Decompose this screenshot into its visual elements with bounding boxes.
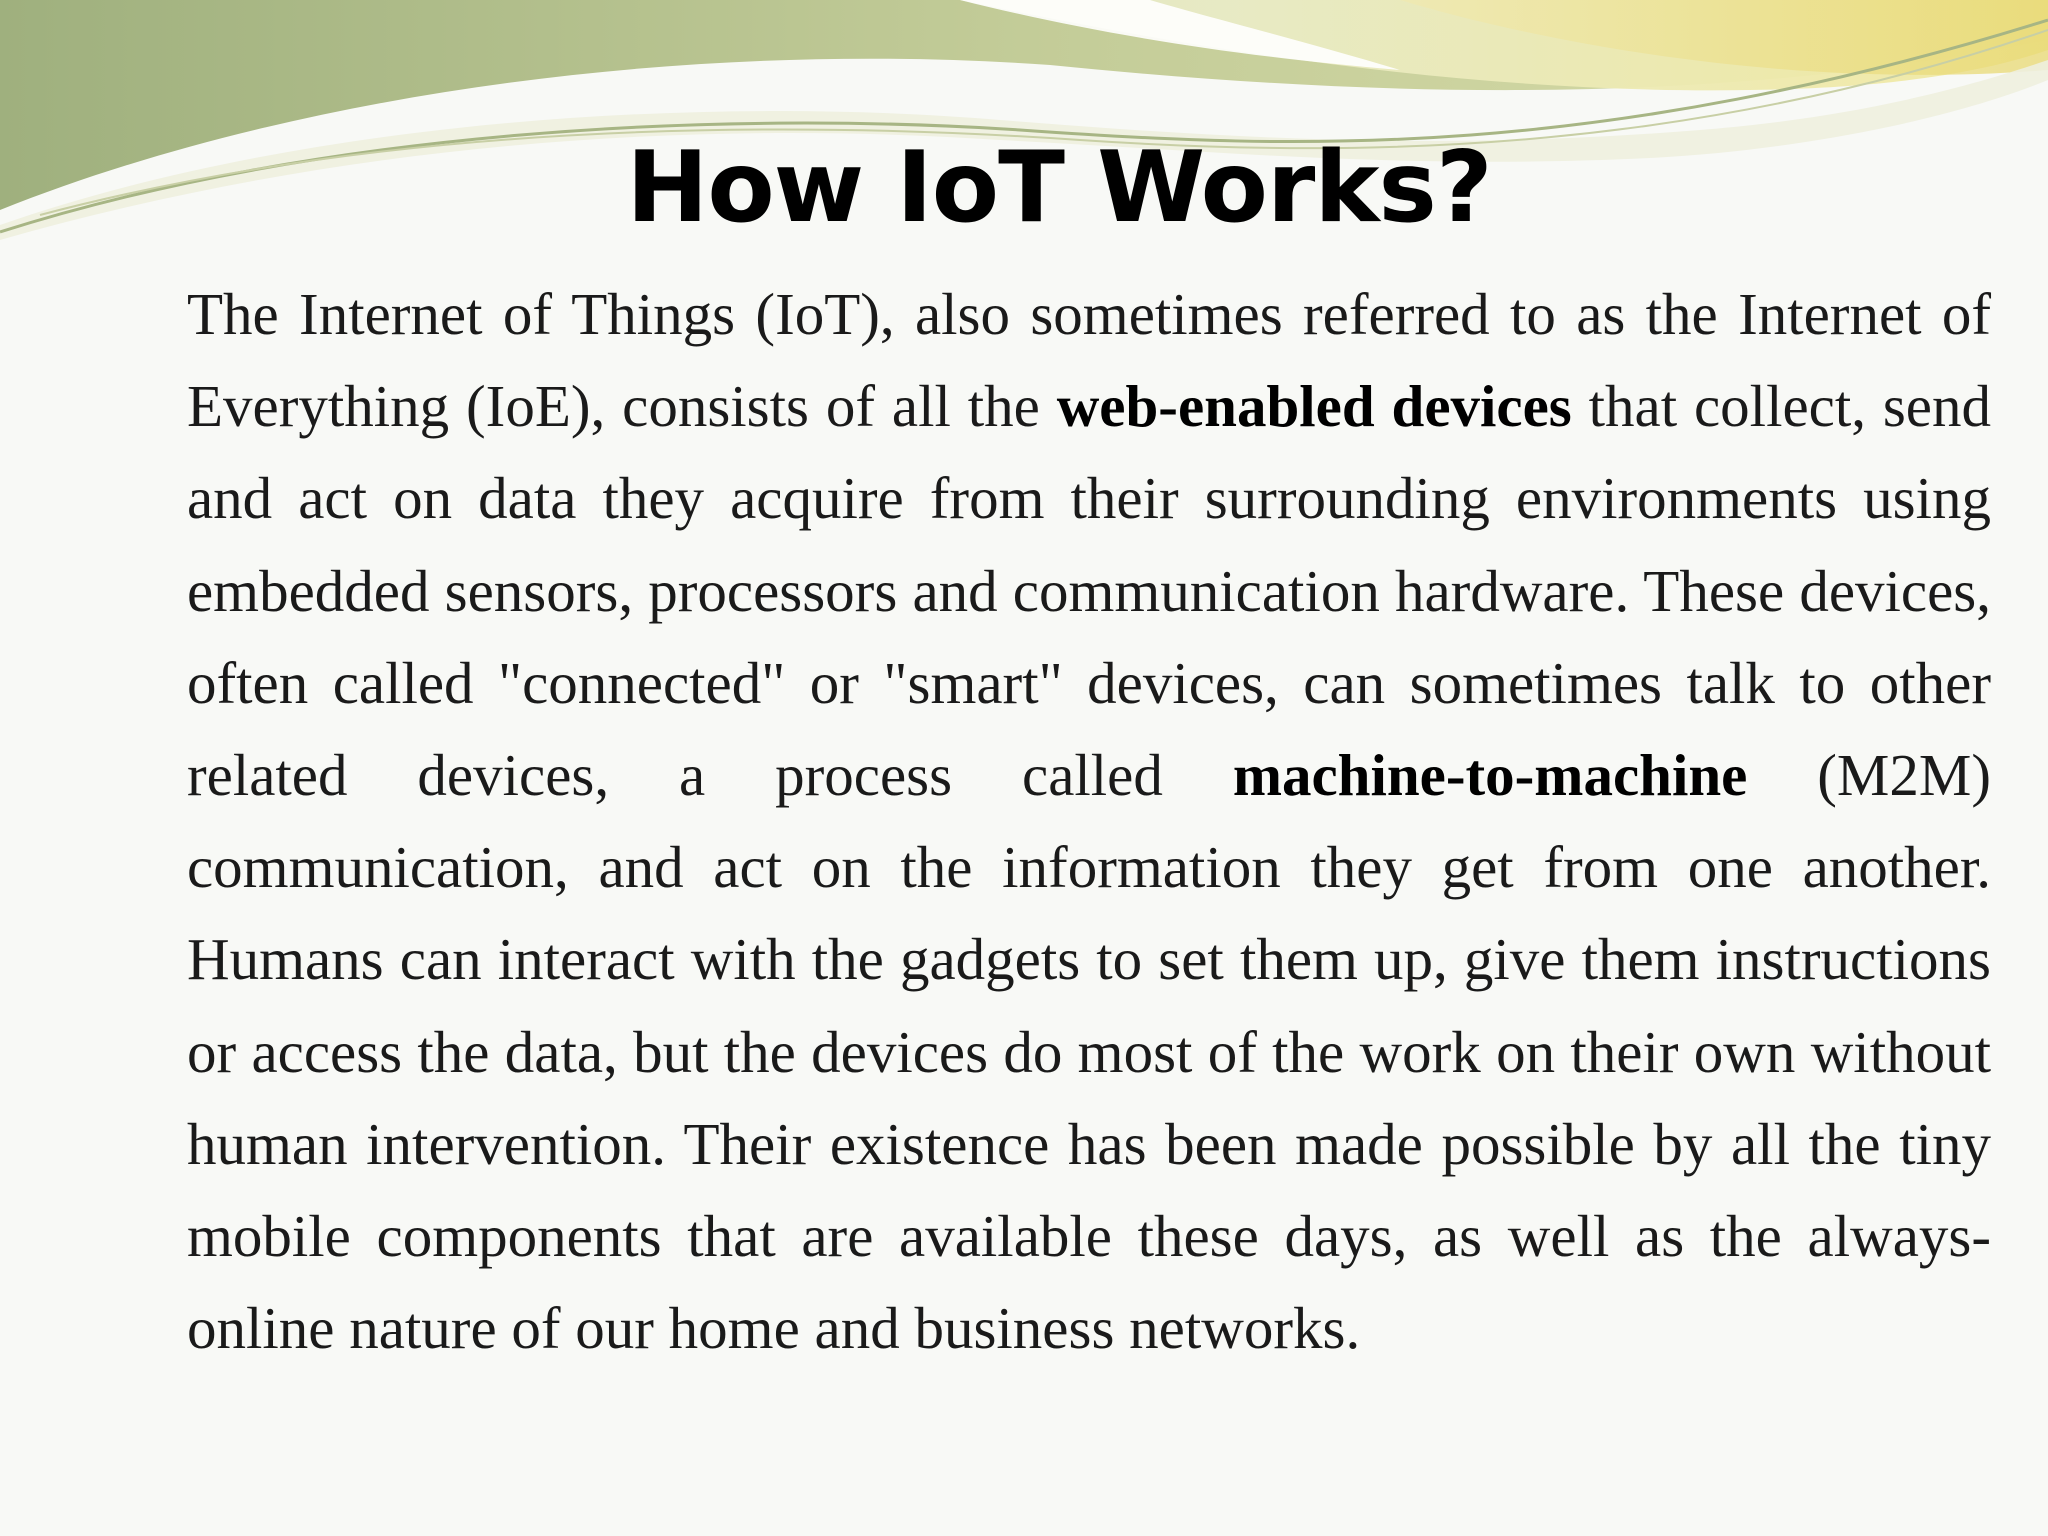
slide-title: How IoT Works?	[626, 131, 1492, 245]
slide-body-paragraph	[187, 268, 1991, 1374]
paragraph-text-segment: (M2M) communication, and act on the information they get from one another. Humans can interact with the gadgets to set them up, give them instructions or access the data, but the devices do most of the work on their own without human intervention. Their existence has been made possible by all the tiny mobile components that are available these days, as well as the always-online nature of our home and business networks.	[187, 742, 1991, 1362]
paragraph-text-segment: The Internet of Things (IoT), also sometimes referred to as the Internet of Everything (IoE), consists of all the	[187, 281, 1991, 440]
bold-term-machine-to-machine: machine-to-machine	[1232, 742, 1748, 809]
bold-term-web-enabled-devices: web-enabled devices	[1056, 373, 1572, 440]
paragraph-text-segment: that collect, send and act on data they acquire from their surrounding environments using embedded sensors, processors and communication hardware. These devices, often called "connected" or "smart" devices, can sometimes talk to other related devices, a process called	[187, 373, 1991, 809]
